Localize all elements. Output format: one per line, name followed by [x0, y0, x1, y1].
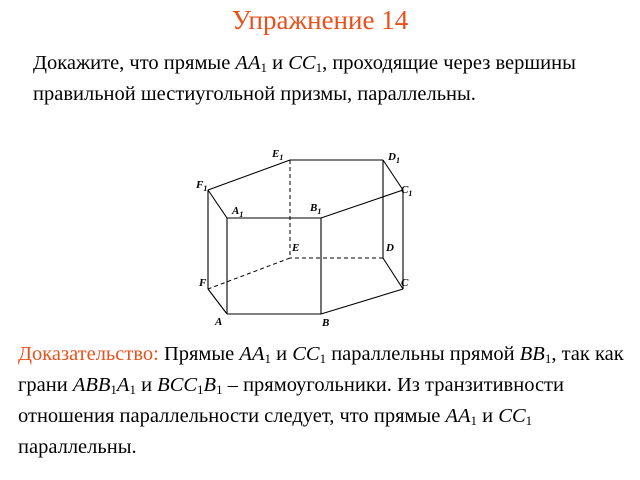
vertex-label-d1: $D_1$: [388, 151, 400, 165]
edge-a1-f1: [208, 190, 227, 218]
edge-d1-c1: [383, 160, 403, 190]
hexagonal-prism-diagram: [190, 140, 430, 330]
proof-label: Доказательство:: [18, 343, 159, 365]
edge-c-d: [383, 258, 403, 289]
edge-b-c: [321, 289, 403, 314]
vertex-label-e: E: [292, 242, 300, 254]
edge-f1-e1: [208, 160, 290, 190]
vertex-label-d: D: [386, 242, 394, 254]
page-title: Упражнение 14: [231, 5, 409, 35]
edge-e-f-hidden: [208, 258, 290, 289]
vertex-label-c: C: [401, 277, 409, 289]
vertex-label-c1: $C_1$: [401, 184, 413, 198]
edge-c1-b1: [321, 190, 403, 218]
vertex-label-f1: $F_1$: [196, 179, 208, 193]
problem-statement: Докажите, что прямые $AA_1$ и $CC_1$, проходящие через вершины правильной шестиугольной призмы, параллельны.: [33, 52, 576, 105]
proof-text: Доказательство: Прямые $AA_1$ и $CC_1$ параллельны прямой $BB_1$, так как грани $ABB_1A_1$ и $BCC_1B_1$ – прямоугольники. Из транзитивности отношения параллельности следует, что прямые $AA_1$ и $CC_1$ параллельны.: [18, 343, 624, 458]
edge-f-a: [208, 289, 227, 314]
vertex-label-a: A: [215, 316, 223, 328]
vertex-label-b1: $B_1$: [310, 202, 322, 216]
vertex-label-b: B: [322, 317, 330, 329]
vertex-label-f: F: [199, 277, 207, 289]
vertex-label-e1: $E_1$: [272, 148, 284, 162]
vertex-label-a1: $A_1$: [232, 205, 244, 219]
